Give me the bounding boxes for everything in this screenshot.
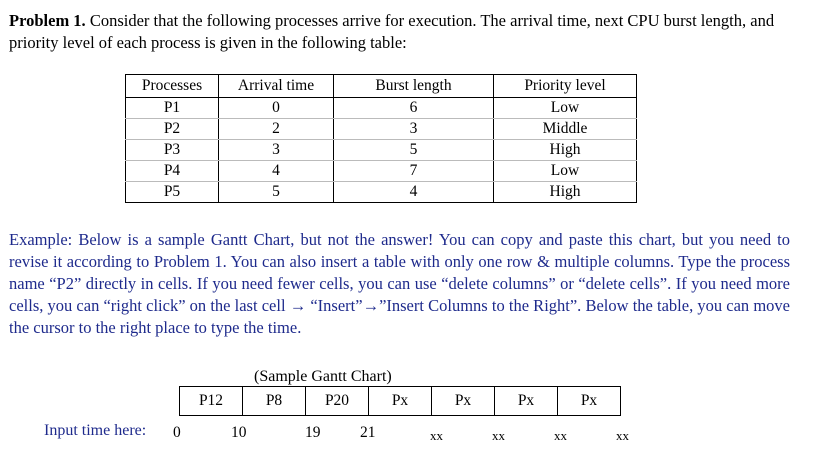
cell-arrival[interactable]: 4	[219, 161, 334, 182]
problem-text: Consider that the following processes arrive for execution. The arrival time, next CPU burst length, and priority level of each process is given in the following table:	[9, 11, 775, 52]
gantt-time[interactable]: xx	[430, 428, 443, 443]
gantt-cell[interactable]: P12	[180, 387, 243, 416]
header-priority-level: Priority level	[494, 75, 637, 98]
cell-priority[interactable]: Low	[494, 98, 637, 119]
cell-burst[interactable]: 7	[334, 161, 494, 182]
header-arrival-time: Arrival time	[219, 75, 334, 98]
cell-burst[interactable]: 6	[334, 98, 494, 119]
gantt-time[interactable]: xx	[554, 428, 567, 443]
table-row	[126, 182, 637, 203]
header-processes: Processes	[126, 75, 219, 98]
cell-priority[interactable]: High	[494, 182, 637, 203]
cell-burst[interactable]: 5	[334, 140, 494, 161]
gantt-time[interactable]: 10	[231, 424, 247, 441]
table-row	[126, 140, 637, 161]
input-time-label: Input time here:	[44, 422, 147, 439]
process-table	[125, 74, 637, 203]
table-row	[126, 98, 637, 119]
cell-priority[interactable]: Low	[494, 161, 637, 182]
gantt-row	[180, 387, 621, 416]
gantt-title: (Sample Gantt Chart)	[254, 368, 392, 385]
cell-burst[interactable]: 3	[334, 119, 494, 140]
gantt-cell[interactable]: P20	[306, 387, 369, 416]
cell-priority[interactable]: Middle	[494, 119, 637, 140]
problem-statement	[9, 10, 799, 54]
cell-arrival[interactable]: 2	[219, 119, 334, 140]
gantt-time[interactable]: 19	[305, 424, 321, 441]
gantt-time[interactable]: xx	[492, 428, 505, 443]
cell-arrival[interactable]: 3	[219, 140, 334, 161]
cell-process[interactable]: P5	[126, 182, 219, 203]
cell-burst[interactable]: 4	[334, 182, 494, 203]
cell-process[interactable]: P3	[126, 140, 219, 161]
cell-process[interactable]: P1	[126, 98, 219, 119]
example-instructions: Example: Below is a sample Gantt Chart, but not the answer! You can copy and paste this chart, but you need to revise it according to Problem 1. You can also insert a table with only one row & multiple columns. Type the process name “P2” directly in cells. If you need fewer cells, you can use “delete columns” or “delete cells”. If you need more cells, you can “right click” on the last cell → “Insert”→”Insert Columns to the Right”. Below the table, you can move the cursor to the right place to type the time.	[9, 230, 790, 337]
cell-arrival[interactable]: 5	[219, 182, 334, 203]
cell-arrival[interactable]: 0	[219, 98, 334, 119]
table-row	[126, 161, 637, 182]
gantt-cell[interactable]: P8	[243, 387, 306, 416]
gantt-time[interactable]: xx	[616, 428, 629, 443]
process-table-header	[126, 75, 637, 98]
gantt-time[interactable]: 21	[360, 424, 376, 441]
problem-label: Problem 1.	[9, 11, 86, 30]
cell-process[interactable]: P4	[126, 161, 219, 182]
gantt-cell[interactable]: Px	[369, 387, 432, 416]
gantt-cell[interactable]: Px	[432, 387, 495, 416]
gantt-time[interactable]: 0	[173, 424, 181, 441]
gantt-cell[interactable]: Px	[495, 387, 558, 416]
cell-process[interactable]: P2	[126, 119, 219, 140]
gantt-cell[interactable]: Px	[558, 387, 621, 416]
table-row	[126, 119, 637, 140]
gantt-chart	[179, 386, 621, 416]
cell-priority[interactable]: High	[494, 140, 637, 161]
header-burst-length: Burst length	[334, 75, 494, 98]
